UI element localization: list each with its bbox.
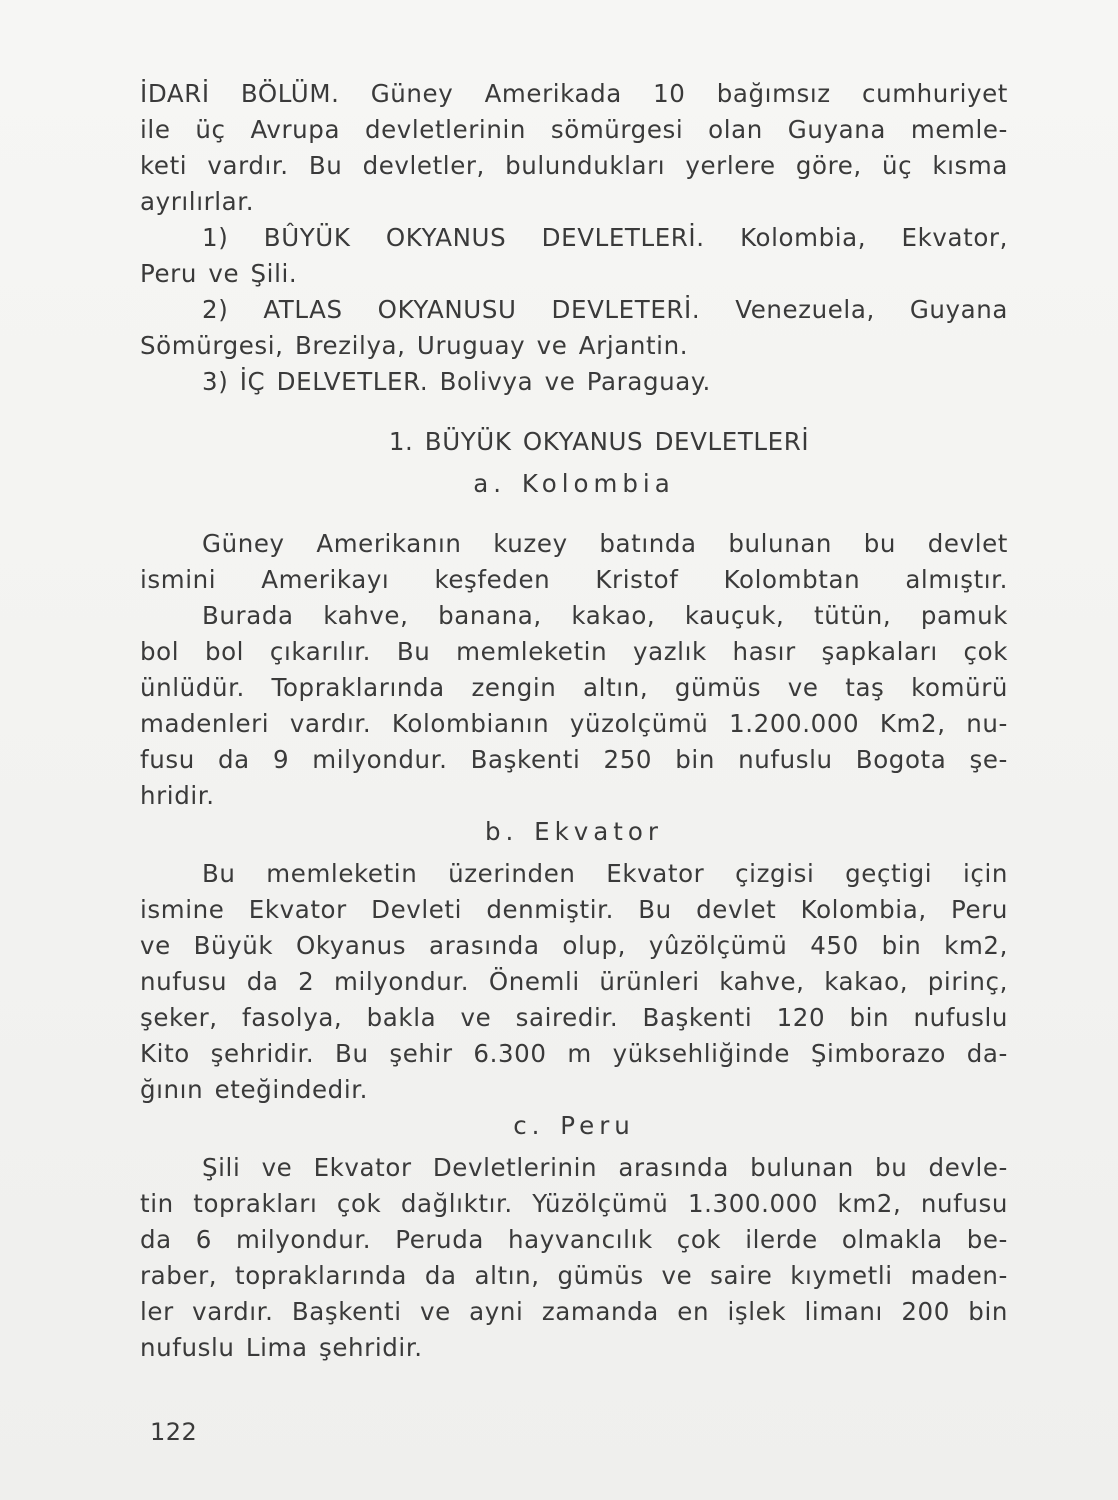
ekvator-line: Kito şehridir. Bu şehir 6.300 m yüksehliğinde Şimborazo da- (140, 1039, 1008, 1068)
peru-line: raber, topraklarında da altın, gümüs ve saire kıymetli maden- (140, 1261, 1008, 1290)
section-heading: 1. BÜYÜK OKYANUS DEVLETLERİ (388, 427, 810, 456)
kolombia-line: Burada kahve, banana, kakao, kauçuk, tütün, pamuk (202, 601, 1008, 630)
kolombia-line: fusu da 9 milyondur. Başkenti 250 bin nufuslu Bogota şe- (140, 745, 1008, 774)
intro-line: ayrılırlar. (140, 187, 255, 216)
kolombia-line: madenleri vardır. Kolombianın yüzolçümü 1.200.000 Km2, nu- (140, 709, 1008, 738)
group-item: 1) BÛYÜK OKYANUS DEVLETLERİ. Kolombia, Ekvator, (202, 223, 1008, 252)
ekvator-line: ismine Ekvator Devleti denmiştir. Bu devlet Kolombia, Peru (140, 895, 1008, 924)
ekvator-line: ğının eteğindedir. (140, 1075, 369, 1104)
peru-line: ler vardır. Başkenti ve ayni zamanda en işlek limanı 200 bin (140, 1297, 1008, 1326)
ekvator-heading: b. Ekvator (485, 817, 663, 846)
kolombia-line: bol bol çıkarılır. Bu memleketin yazlık hasır şapkaları çok (140, 637, 1008, 666)
ekvator-line: Bu memleketin üzerinden Ekvator çizgisi geçtigi için (202, 859, 1008, 888)
kolombia-line: Güney Amerikanın kuzey batında bulunan bu devlet (202, 529, 1008, 558)
peru-line: Şili ve Ekvator Devletlerinin arasında bulunan bu devle- (202, 1153, 1008, 1182)
ekvator-line: ve Büyük Okyanus arasında olup, yûzölçümü 450 bin km2, (140, 931, 1008, 960)
intro-line: keti vardır. Bu devletler, bulundukları yerlere göre, üç kısma (140, 151, 1008, 180)
peru-line: da 6 milyondur. Peruda hayvancılık çok ilerde olmakla be- (140, 1225, 1008, 1254)
intro-line: İDARİ BÖLÜM. Güney Amerikada 10 bağımsız cumhuriyet (140, 79, 1008, 108)
page-text (140, 76, 1008, 1366)
kolombia-heading: a. Kolombia (473, 469, 675, 498)
page-number: 122 (150, 1418, 198, 1446)
ekvator-line: nufusu da 2 milyondur. Önemli ürünleri kahve, kakao, pirinç, (140, 967, 1008, 996)
intro-line: ile üç Avrupa devletlerinin sömürgesi olan Guyana memle- (140, 115, 1008, 144)
group-item-continued: Peru ve Şili. (140, 259, 298, 288)
group-item-continued: Sömürgesi, Brezilya, Uruguay ve Arjantin. (140, 331, 689, 360)
kolombia-line: hridir. (140, 781, 215, 810)
kolombia-line: ünlüdür. Topraklarında zengin altın, gümüs ve taş komürü (140, 673, 1008, 702)
peru-line: tin toprakları çok dağlıktır. Yüzölçümü 1.300.000 km2, nufusu (140, 1189, 1008, 1218)
peru-heading: c. Peru (513, 1111, 635, 1140)
ekvator-line: şeker, fasolya, bakla ve sairedir. Başkenti 120 bin nufuslu (140, 1003, 1008, 1032)
group-item: 2) ATLAS OKYANUSU DEVLETERİ. Venezuela, Guyana (202, 295, 1008, 324)
group-item: 3) İÇ DELVETLER. Bolivya ve Paraguay. (202, 367, 711, 396)
peru-line: nufuslu Lima şehridir. (140, 1333, 423, 1362)
kolombia-line: ismini Amerikayı keşfeden Kristof Kolombtan almıştır. (140, 565, 1008, 594)
